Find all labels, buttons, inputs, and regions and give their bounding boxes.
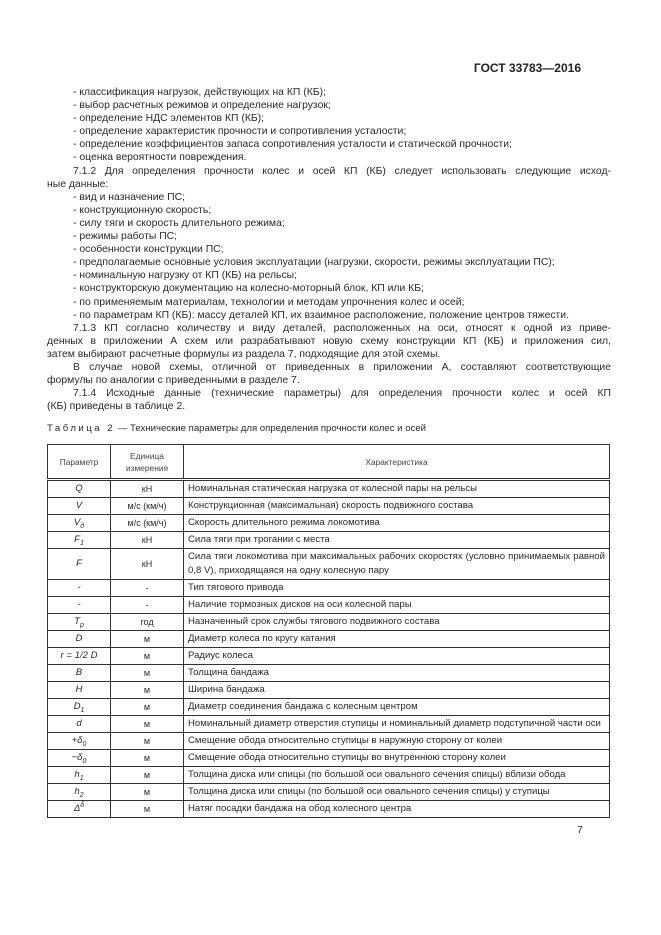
list-item: - вид и назначение ПС; [73, 191, 186, 203]
parameter-symbol: −δ [71, 752, 83, 764]
cell-unit: - [111, 597, 184, 614]
cell-parameter [48, 597, 111, 614]
paragraph-new-scheme [47, 361, 611, 387]
header-characteristic: Характеристика [184, 445, 610, 480]
parameter-subscript: 1 [80, 707, 85, 715]
cell-parameter [48, 767, 111, 784]
parameter-subscript: p [79, 622, 84, 630]
cell-parameter [48, 699, 111, 716]
table-caption [47, 423, 611, 435]
list-item: - силу тяги и скорость длительного режима; [73, 217, 285, 229]
cell-parameter [48, 682, 111, 699]
cell-characteristic: Смещение обода относительно ступицы во внутреннюю сторону колеи [184, 750, 610, 767]
paragraph-line: 7.1.3 КП согласно количеству и виду деталей, расположенных на оси, относят к одной из приве- [73, 322, 611, 334]
parameter-subscript: 1 [79, 775, 84, 783]
cell-characteristic: Ширина бандажа [184, 682, 610, 699]
cell-characteristic: Тип тягового привода [184, 580, 610, 597]
cell-parameter [48, 614, 111, 631]
list-item: - номинальную нагрузку от КП (КБ) на рельсы; [73, 270, 298, 282]
parameter-symbol: Δ [73, 803, 81, 815]
cell-characteristic: Сила тяги при трогании с места [184, 532, 610, 549]
cell-unit: м/с (км/ч) [111, 515, 184, 532]
page-number: 7 [577, 824, 583, 837]
paragraph-line: В случае новой схемы, отличной от приведенных в приложении А, составляют соответствующие [73, 361, 611, 373]
parameter-symbol: - [77, 599, 81, 611]
list-item: - определение НДС элементов КП (КБ); [73, 113, 265, 125]
cell-characteristic: Номинальный диаметр отверстия ступицы и номинальный диаметр подступичной части оси [184, 716, 610, 733]
cell-unit: м [111, 648, 184, 665]
cell-parameter [48, 648, 111, 665]
cell-unit: м [111, 682, 184, 699]
cell-parameter [48, 801, 111, 818]
document-header: ГОСТ 33783—2016 [473, 61, 581, 75]
paragraph-line: формулы по аналогии с приведенными в разделе 7. [47, 375, 300, 387]
paragraph-line: 7.1.2 Для определения прочности колес и осей КП (КБ) следует использовать следующие исход- [73, 165, 611, 177]
cell-parameter [48, 631, 111, 648]
cell-characteristic: Диаметр колеса по кругу катания [184, 631, 610, 648]
cell-unit: м [111, 699, 184, 716]
paragraph-7-1-3 [47, 322, 611, 361]
list-item: - оценка вероятности повреждения. [73, 152, 247, 164]
table-row [48, 480, 610, 498]
table-row [48, 648, 610, 665]
table-row [48, 532, 610, 549]
document-body [47, 86, 611, 413]
parameter-symbol: r = 1/2 D [60, 650, 98, 662]
paragraph-7-1-2 [47, 165, 611, 191]
parameter-symbol: F [74, 534, 80, 546]
cell-parameter [48, 549, 111, 580]
paragraph-line: затем выбирают расчетные формулы из раздела 7, подходящие для этой схемы. [47, 348, 441, 360]
cell-characteristic: Диаметр соединения бандажа с колесным центром [184, 699, 610, 716]
cell-parameter [48, 480, 111, 498]
parameter-symbol: - [77, 582, 81, 594]
list-input-data [47, 191, 611, 322]
parameters-table [47, 444, 610, 818]
cell-characteristic: Номинальная статическая нагрузка от колесной пары на рельсы [184, 480, 610, 498]
cell-characteristic: Толщина диска или спицы (по большой оси овального сечения спицы) у ступицы [184, 784, 610, 801]
cell-parameter [48, 580, 111, 597]
table-header-row [48, 445, 610, 480]
parameter-subscript: 0 [82, 741, 87, 749]
cell-characteristic: Наличие тормозных дисков на оси колесной пары [184, 597, 610, 614]
table-row [48, 716, 610, 733]
table-row [48, 631, 610, 648]
cell-characteristic: Толщина диска или спицы (по большой оси овального сечения спицы) вблизи обода [184, 767, 610, 784]
cell-parameter [48, 716, 111, 733]
table-row [48, 750, 610, 767]
parameter-symbol: d [76, 718, 82, 730]
parameter-subscript: 0 [82, 758, 87, 766]
cell-unit: м/с (км/ч) [111, 498, 184, 515]
cell-characteristic: Толщина бандажа [184, 665, 610, 682]
cell-unit: кН [111, 549, 184, 580]
parameter-symbol: V [75, 500, 83, 512]
parameter-symbol: B [75, 667, 83, 679]
parameter-symbol: D [73, 701, 81, 713]
table-caption-text: — Технические параметры для определения прочности колес и осей [115, 423, 427, 435]
cell-parameter [48, 733, 111, 750]
parameter-symbol: Q [75, 483, 83, 495]
cell-unit: год [111, 614, 184, 631]
parameter-symbol: h [74, 769, 80, 781]
page-content [47, 86, 611, 837]
table-row [48, 549, 610, 580]
cell-unit: м [111, 784, 184, 801]
table-caption-label: Таблица 2 [47, 423, 116, 435]
parameter-subscript: 1 [79, 540, 84, 548]
table-row [48, 784, 610, 801]
cell-unit: м [111, 801, 184, 818]
paragraph-7-1-4 [47, 387, 611, 413]
parameter-symbol: F [76, 558, 82, 570]
table-row [48, 699, 610, 716]
paragraph-line: 7.1.4 Исходные данные (технические параметры) для определения прочности колес и осей КП [73, 388, 611, 400]
cell-parameter [48, 665, 111, 682]
list-item: - определение характеристик прочности и сопротивления усталости; [73, 126, 407, 138]
parameter-symbol: H [75, 684, 83, 696]
cell-unit: м [111, 665, 184, 682]
parameter-symbol: D [75, 633, 83, 645]
cell-characteristic: Сила тяги локомотива при максимальных рабочих скоростях (условно принимаемых равной 0,8 V), приходящаяся на одну колесную пару [184, 549, 610, 580]
table-row [48, 665, 610, 682]
cell-parameter [48, 784, 111, 801]
cell-unit: м [111, 716, 184, 733]
cell-characteristic: Смещение обода относительно ступицы в наружную сторону от колеи [184, 733, 610, 750]
cell-characteristic: Назначенный срок службы тягового подвижного состава [184, 614, 610, 631]
parameter-subscript: 2 [79, 792, 84, 800]
cell-unit: м [111, 750, 184, 767]
table-row [48, 515, 610, 532]
cell-parameter [48, 532, 111, 549]
cell-characteristic: Радиус колеса [184, 648, 610, 665]
paragraph-line: денных в приложении А схем или разрабатывают новую схему конструкции КП (КБ) и приложения сил, [47, 335, 611, 347]
parameter-symbol: T [74, 616, 80, 628]
parameter-symbol: h [74, 786, 80, 798]
table-row [48, 614, 610, 631]
list-analysis-steps [47, 86, 611, 165]
paragraph-line: (КБ) приведены в таблице 2. [47, 401, 186, 413]
list-item: - особенности конструкции ПС; [73, 244, 224, 256]
parameter-symbol: V [73, 517, 81, 529]
header-unit: Единица измерения [111, 445, 184, 480]
parameter-superscript: δ [80, 802, 85, 810]
cell-characteristic: Скорость длительного режима локомотива [184, 515, 610, 532]
cell-characteristic: Конструкционная (максимальная) скорость подвижного состава [184, 498, 610, 515]
table-row [48, 733, 610, 750]
list-item: - по применяемым материалам, технологии и методам упрочнения колес и осей; [73, 296, 465, 308]
cell-parameter [48, 515, 111, 532]
parameter-subscript: д [80, 523, 85, 531]
table-row [48, 767, 610, 784]
cell-characteristic: Натяг посадки бандажа на обод колесного центра [184, 801, 610, 818]
list-item: - предполагаемые основные условия эксплуатации (нагрузки, скорости, режимы эксплуатации ПС); [73, 257, 555, 269]
list-item: - определение коэффициентов запаса сопротивления усталости и статической прочности; [73, 139, 512, 151]
list-item: - режимы работы ПС; [73, 231, 178, 243]
cell-parameter [48, 750, 111, 767]
list-item: - конструкторскую документацию на колесно-моторный блок, КП или КБ; [73, 283, 424, 295]
cell-unit: кН [111, 480, 184, 498]
paragraph-line: ные данные: [47, 178, 109, 190]
header-parameter: Параметр [48, 445, 111, 480]
parameter-symbol: +δ [71, 735, 83, 747]
table-row [48, 682, 610, 699]
cell-unit: кН [111, 532, 184, 549]
cell-unit: м [111, 733, 184, 750]
cell-unit: м [111, 631, 184, 648]
cell-unit: - [111, 580, 184, 597]
cell-parameter [48, 498, 111, 515]
list-item: - конструкционную скорость; [73, 204, 212, 216]
table-row [48, 580, 610, 597]
table-row [48, 498, 610, 515]
list-item: - классификация нагрузок, действующих на КП (КБ); [73, 87, 326, 98]
list-item: - выбор расчетных режимов и определение нагрузок; [73, 100, 331, 112]
table-row [48, 597, 610, 614]
cell-unit: м [111, 767, 184, 784]
table-row [48, 801, 610, 818]
list-item: - по параметрам КП (КБ): массу деталей КП, их взаимное расположение, положение центров тяжести. [73, 309, 569, 321]
